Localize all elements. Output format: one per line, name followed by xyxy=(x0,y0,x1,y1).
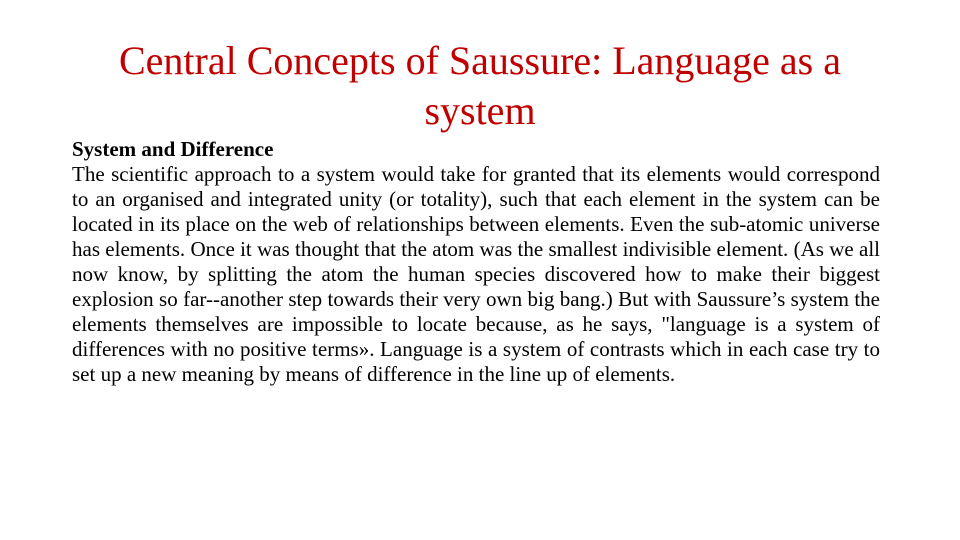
slide-title: Central Concepts of Saussure: Language as a system xyxy=(118,38,841,133)
body-paragraph: The scientific approach to a system would take for granted that its elements would correspond to an organised and integrated unity (or totality), such that each element in the system can be located in its place on the web of relationships between elements. Even the sub-atomic universe has elements. Once it was thought that the atom was the smallest indivisible element. (As we all now know, by splitting the atom the human species discovered how to make their biggest explosion so far--another step towards their very own big bang.) But with Saussure’s system the elements themselves are impossible to locate because, as he says, "language is a system of differences with no positive terms». Language is a system of contrasts which in each case try to set up a new meaning by means of difference in the line up of elements. xyxy=(72,162,880,386)
slide-body xyxy=(72,137,880,387)
section-heading: System and Difference xyxy=(72,137,274,161)
